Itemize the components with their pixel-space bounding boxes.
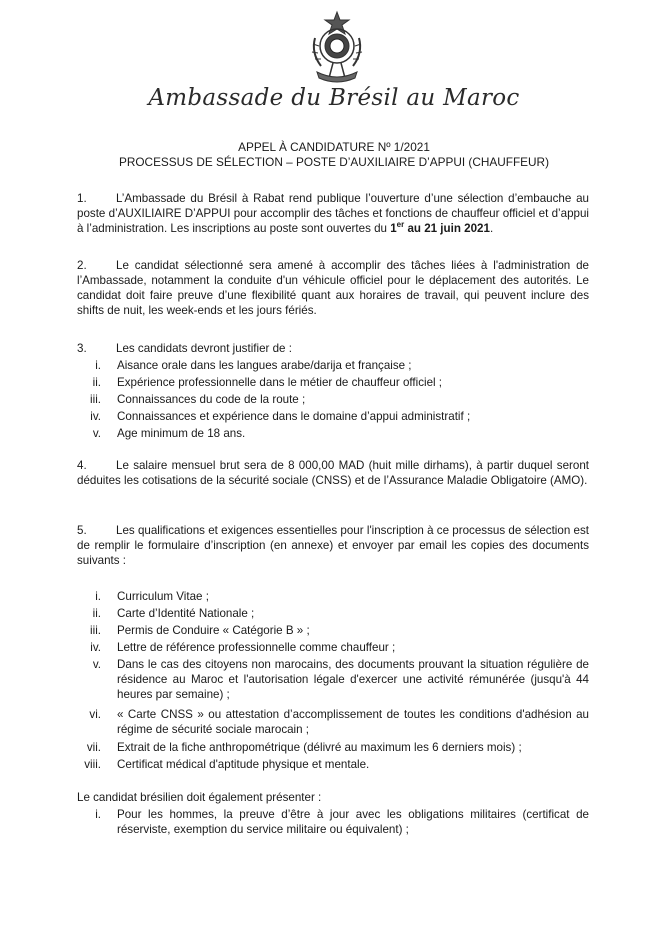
document-title: APPEL À CANDIDATURE Nº 1/2021: [238, 140, 430, 154]
paragraph-number: 4.: [77, 459, 87, 472]
paragraph-number: 2.: [77, 259, 87, 272]
paragraph-3-intro: 3. Les candidats devront justifier de :: [77, 342, 292, 355]
paragraph-number: 3.: [77, 342, 87, 355]
paragraph-5: 5. Les qualifications et exigences essentielles pour l'inscription à ce processus de sélection est de remplir le formulaire d’inscription (en annexe) et envoyer par email les copies des documents suivants :: [77, 524, 589, 567]
paragraph-number: 5.: [77, 524, 87, 537]
coat-of-arms-emblem: [305, 8, 369, 88]
paragraph-2: 2. Le candidat sélectionné sera amené à accomplir des tâches liées à l'administration de l’Ambassade, notamment la conduite d'un véhicule officiel pour le déplacement des autorités. Le candidat doit faire preuve d’une flexibilité quant aux horaires de travail, qui peuvent inclure des shifts de nuit, les week-ends et les jours fériés.: [77, 259, 589, 317]
document-page: Ambassade du Brésil au Maroc APPEL À CANDIDATURE Nº 1/2021 PROCESSUS DE SÉLECTION – POSTE D’AUXILIAIRE D’APPUI (CHAUFFEUR) 1. L’Ambassade du Brésil à Rabat rend publique l’ouverture d’une sélection d’embauche au poste d’AUXILIAIRE D’APPUI pour accomplir des tâches et fonctions de chauffeur officiel et d’appui à l’administration. Les inscriptions au poste sont ouvertes du 1er au 21 juin 2021. 2. Le candidat sélectionné sera amené à accomplir des tâches liées à l'administration de l’Ambassade, notamment la conduite d'un véhicule officiel pour le déplacement des autorités. Le candidat doit faire preuve d’une flexibilité quant aux horaires de travail, qui peuvent inclure des shifts de nuit, les week-ends et les jours fériés. 3. Les candidats devront justifier de : i. Aisance orale dans les langues arabe/darija et française ; ii. Expérience professionnelle dans le métier de chauffeur officiel ; iii. Connaissances du code de la route ; iv. Connaissances et expérience dans le domaine d’appui administratif ; v. Age minimum de 18 ans. 4. Le salaire mensuel brut sera de 8 000,00 MAD (huit mille dirhams), à partir duquel seront déduites les cotisations de la sécurité sociale (CNSS) et de l’Assurance Maladie Obligatoire (AMO). 5. Les qualifications et exigences essentielles pour l'inscription à ce processus de sélection est de remplir le formulaire d’inscription (en annexe) et envoyer par email les copies des documents suivants : i. Curriculum Vitae ; ii. Carte d’Identité Nationale ; iii. Permis de Conduire « Catégorie B » ; iv. Lettre de référence professionnelle comme chauffeur ; v. Dans le cas des citoyens non marocains, des documents prouvant la situation régulière de résidence au Maroc et l'autorisation légale d'exercer une activité rémunérée (jusqu'à 44 heures par semaine) ; vi. « Carte CNSS » ou attestation d’accomplissement de toutes les conditions d'adhésion au régime de sécurité sociale marocain ; vii. Extrait de la fiche anthropométrique (délivré au maximum les 6 derniers mois) ; viii. Certificat médical d'aptitude physique et mentale. Le candidat brésilien doit également présenter : i. Pour les hommes, la preuve d’être à jour avec les obligations militaires (certificat de réserviste, exemption du service militaire ou équivalent) ;: [0, 0, 668, 937]
registration-dates: 1er au 21 juin 2021: [390, 220, 490, 235]
letterhead: Ambassade du Brésil au Maroc: [148, 85, 520, 111]
paragraph-4: 4. Le salaire mensuel brut sera de 8 000,00 MAD (huit mille dirhams), à partir duquel seront déduites les cotisations de la sécurité sociale (CNSS) et de l’Assurance Maladie Obligatoire (AMO).: [77, 459, 589, 487]
paragraph-number: 1.: [77, 192, 87, 205]
brazilian-candidate-intro: Le candidat brésilien doit également présenter :: [77, 791, 322, 804]
document-subtitle: PROCESSUS DE SÉLECTION – POSTE D’AUXILIAIRE D’APPUI (CHAUFFEUR): [118, 155, 549, 169]
paragraph-1: 1. L’Ambassade du Brésil à Rabat rend publique l’ouverture d’une sélection d’embauche au poste d’AUXILIAIRE D’APPUI pour accomplir des tâches et fonctions de chauffeur officiel et d’appui à l’administration. Les inscriptions au poste sont ouvertes du 1er au 21 juin 2021.: [77, 192, 589, 235]
